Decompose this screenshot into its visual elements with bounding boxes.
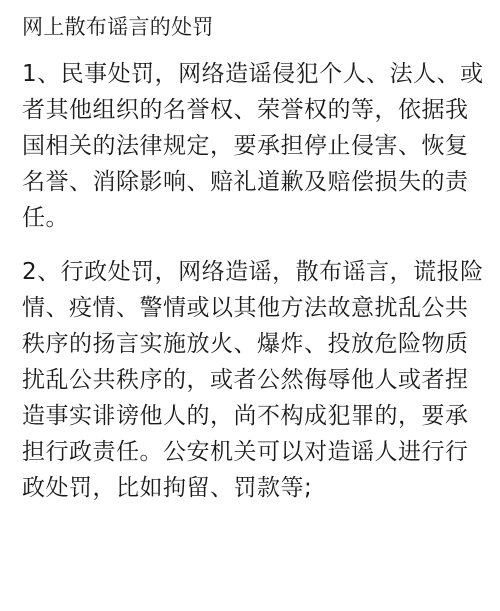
document-title: 网上散布谣言的处罚 xyxy=(22,15,214,39)
paragraph-administrative-penalty: 2、行政处罚，网络造谣，散布谣言，谎报险情、疫情、警情或以其他方法故意扰乱公共秩序的扬言实施放火、爆炸、投放危险物质扰乱公共秩序的，或者公然侮辱他人或者捏造事实诽谤他人的，尚不构成犯罪的，要承担行政责任。公安机关可以对造谣人进行行政处罚，比如拘留、罚款等; xyxy=(22,259,484,501)
paragraph-civil-penalty: 1、民事处罚，网络造谣侵犯个人、法人、或者其他组织的名誉权、荣誉权的等，依据我国相关的法律规定，要承担停止侵害、恢复名誉、消除影响、赔礼道歉及赔偿损失的责任。 xyxy=(22,61,484,231)
